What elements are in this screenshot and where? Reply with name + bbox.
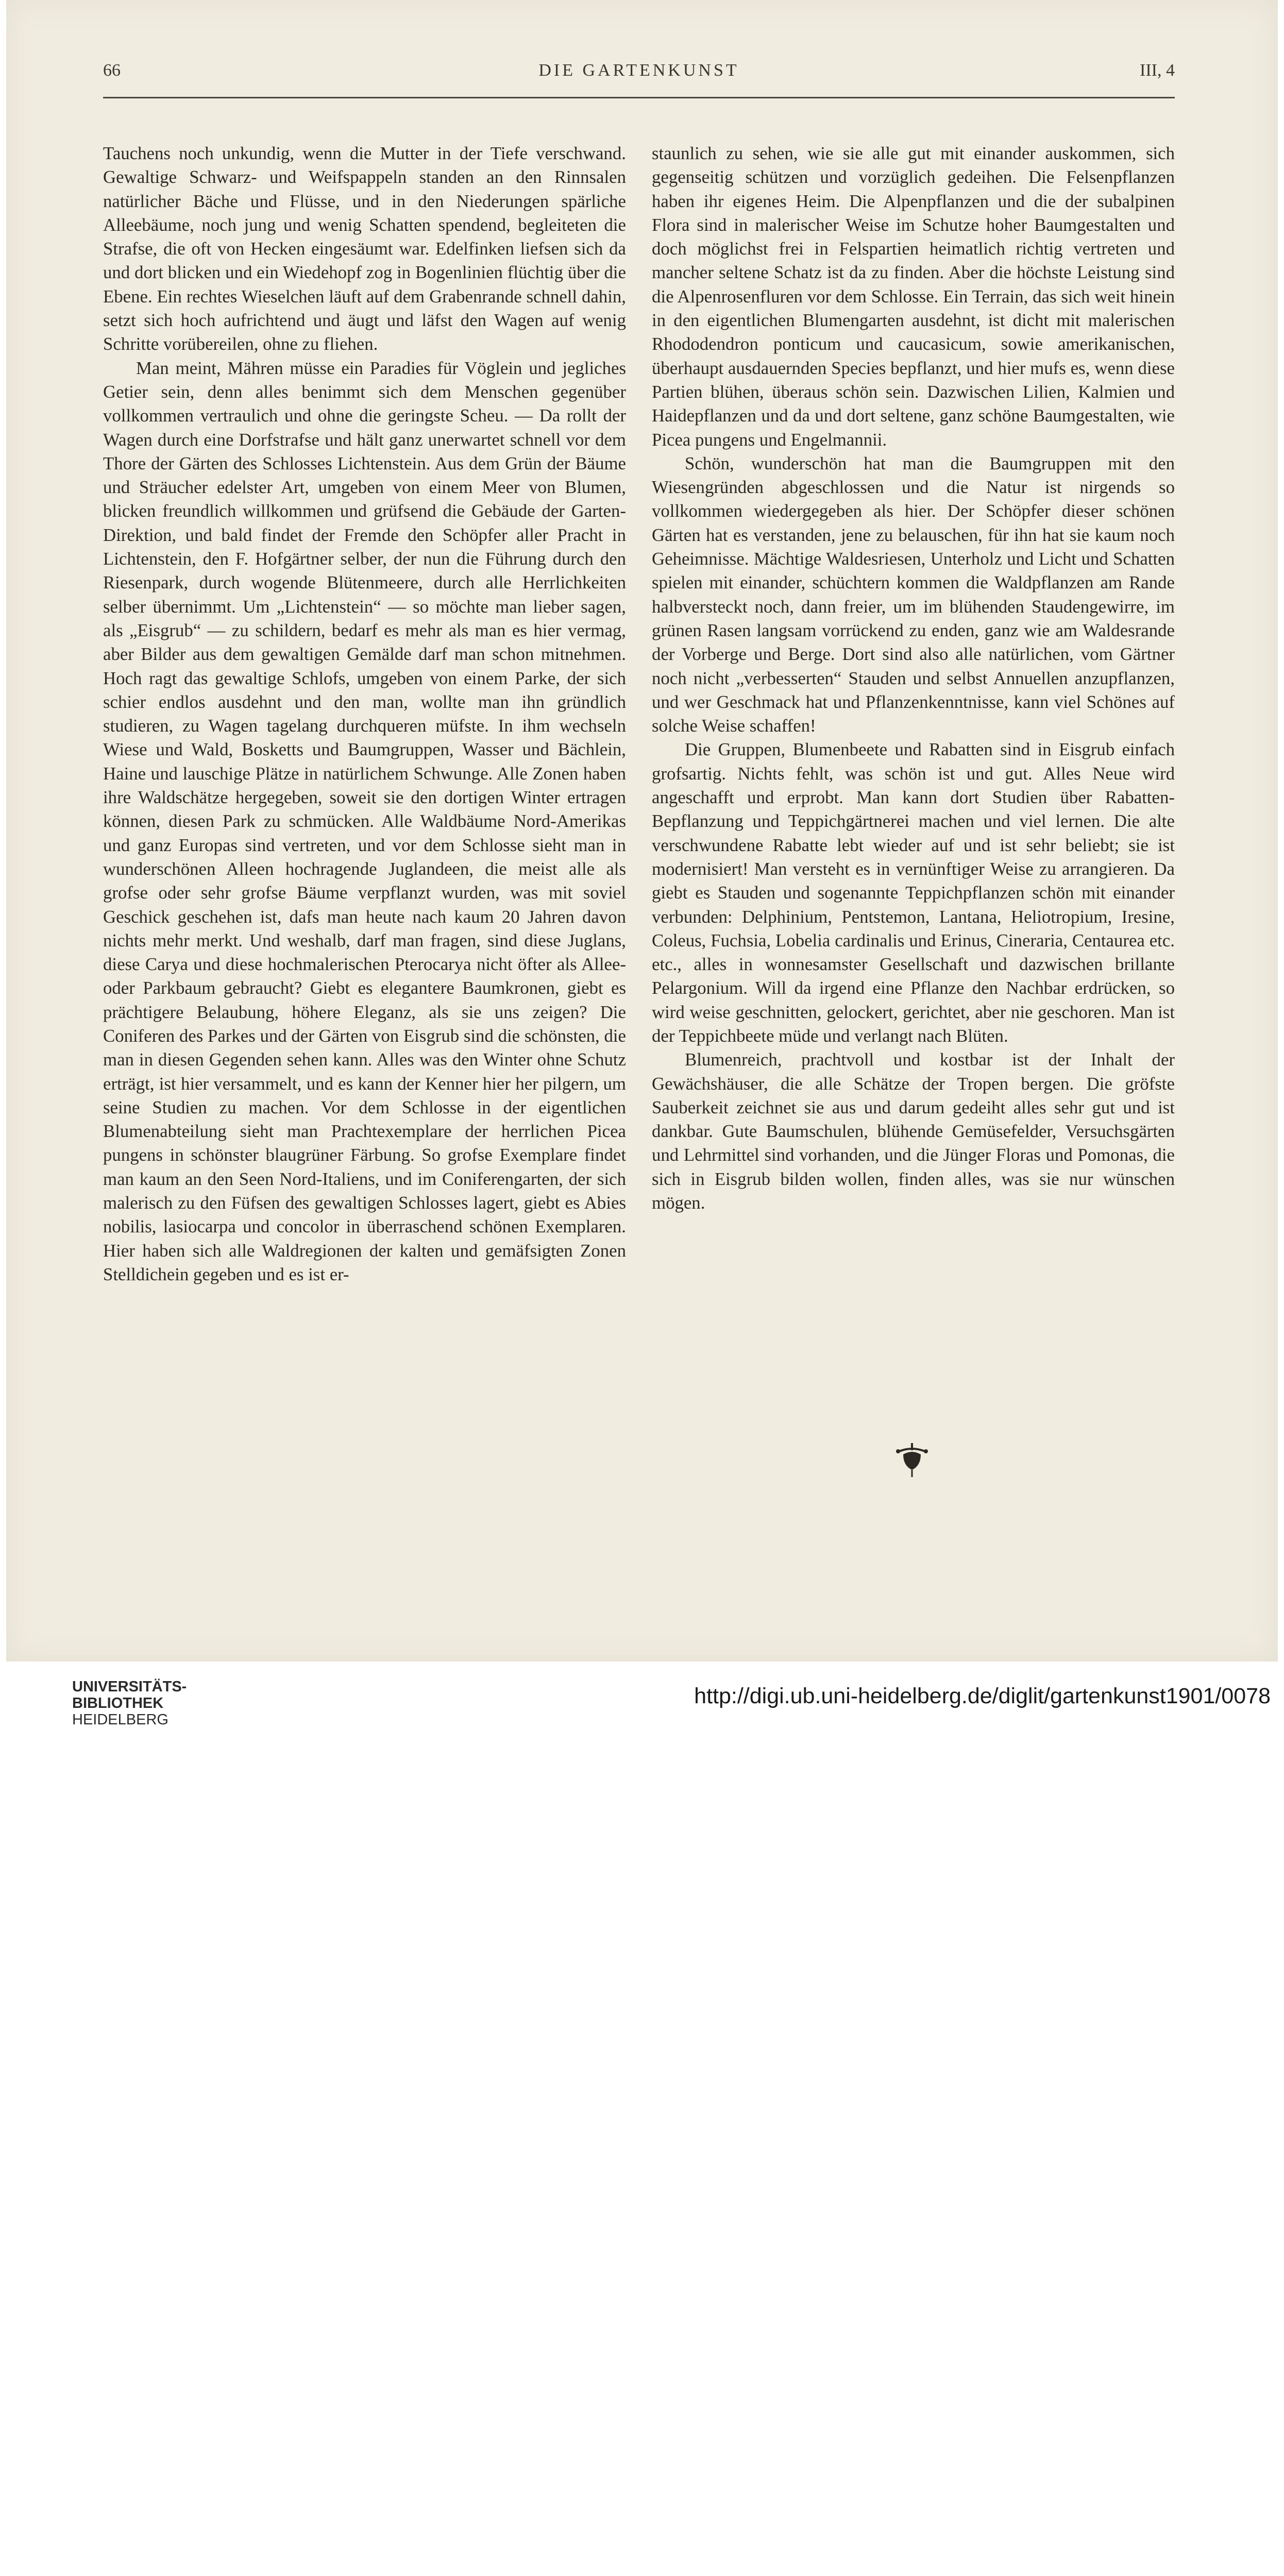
left-column [103,142,626,1286]
floral-ornament-icon [894,1440,930,1479]
paragraph: Tauchens noch unkundig, wenn die Mutter in der Tiefe verschwand. Gewaltige Schwarz- und Weifspappeln standen an den Rinnsalen natürlicher Bäche und Flüsse, und in den Niederungen spärliche Alleebäume, noch jung und wenig Schatten spendend, begleiteten die Strafse, die oft von Hecken eingesäumt war. Edelfinken liefsen sich da und dort blicken und ein Wiedehopf zog in Bogenlinien flüchtig über die Ebene. Ein rechtes Wieselchen läuft auf dem Grabenrande schnell dahin, setzt sich hoch aufrichtend und äugt und läfst den Wagen auf wenig Schritte vorübereilen, ohne zu fliehen. [103,143,626,354]
library-name-line: HEIDELBERG [72,1711,168,1728]
library-name-line: UNIVERSITÄTS- [72,1679,187,1695]
paragraph: Schön, wunderschön hat man die Baumgruppen mit den Wiesengründen abgeschlossen und die Natur ist nirgends so vollkommen wiedergegeben als hier. Der Schöpfer dieser schönen Gärten hat es verstanden, jene zu belauschen, für ihn hat sie kaum noch Geheimnisse. Mächtige Waldesriesen, Unterholz und Licht und Schatten spielen mit einander, schüchtern kommen die Waldpflanzen am Rande halbversteckt noch, dann freier, um im blühenden Staudengewirre, im grünen Rasen langsam vorrückend zu enden, ganz wie am Waldesrande der Vorberge und Berge. Dort sind also alle natürlichen, vom Gärtner noch nicht „verbesserten“ Stauden und selbst Annuellen anzupflanzen, und wer Geschmack hat und Pflanzenkenntnisse, kann viel Schönes auf solche Weise schaffen! [652,453,1175,736]
paragraph: Man meint, Mähren müsse ein Paradies für Vöglein und jegliches Getier sein, denn alles benimmt sich dem Menschen gegenüber vollkommen vertraulich und ohne die geringste Scheu. — Da rollt der Wagen durch eine Dorfstrafse und hält ganz unerwartet schnell vor dem Thore der Gärten des Schlosses Lichtenstein. Aus dem Grün der Bäume und Sträucher edelster Art, umgeben von einem Meer von Blumen, blicken freundlich willkommen und grüfsend die Gebäude der Garten-Direktion, und bald findet der Fremde den Schöpfer aller Pracht in Lichtenstein, den F. Hofgärtner selber, der nun die Führung durch den Riesenpark, durch wogende Blütenmeere, durch alle Herrlichkeiten selber übernimmt. Um „Lichtenstein“ — so möchte man lieber sagen, als „Eisgrub“ — zu schildern, bedarf es mehr als man es hier vermag, aber Bilder aus dem gewaltigen Gemälde darf man schon mitnehmen. Hoch ragt das gewaltige Schlofs, umgeben von einem Parke, der sich schier endlos ausdehnt und den man, wollte man ihn gründlich studieren, zu Wagen tagelang durchqueren müfste. In ihm wechseln Wiese und Wald, Bosketts und Baumgruppen, Wasser und Bächlein, Haine und lauschige Plätze in natürlichem Schwunge. Alle Zonen haben ihre Waldschätze hergegeben, soweit sie den dortigen Winter ertragen können, diesen Park zu schmücken. Alle Waldbäume Nord-Amerikas und ganz Europas sind vertreten, und vor dem Schlosse sieht man in wunderschönen Alleen hochragende Juglandeen, die meist alle als grofse oder sehr grofse Bäume verpflanzt wurden, was mit soviel Geschick geschehen ist, dafs man heute nach kaum 20 Jahren davon nichts mehr merkt. Und weshalb, darf man fragen, sind diese Juglans, diese Carya und diese hochmalerischen Pterocarya nicht öfter als Allee- oder Parkbaum gebraucht? Giebt es elegantere Baumkronen, giebt es prächtigere Belaubung, höhere Eleganz, als sie uns zeigen? Die Coniferen des Parkes und der Gärten von Eisgrub sind die schönsten, die man in diesen Gegenden sehen kann. Alles was den Winter ohne Schutz erträgt, ist hier versammelt, und es kann der Kenner hier her pilgern, um seine Studien zu machen. Vor dem Schlosse in der eigentlichen Blumenabteilung sieht man Prachtexemplare der herrlichen Picea pungens in schönster blaugrüner Färbung. So grofse Exemplare findet man kaum an den Seen Nord-Italiens, und im Coniferengarten, der sich malerisch zu den Füfsen des gewaltigen Schlosses lagert, giebt es Abies nobilis, lasiocarpa und concolor in überraschend schönen Exemplaren. Hier haben sich alle Waldregionen der kalten und gemäfsigten Zonen Stelldichein gegeben und es ist er- [103,358,626,1284]
page-number: 66 [103,61,121,80]
footer-bar [0,1662,1284,1753]
page-sheet [6,0,1278,1662]
source-url-link[interactable]: http://digi.ub.uni-heidelberg.de/diglit/gartenkunst1901/0078 [694,1684,1271,1708]
library-name [72,1679,187,1728]
right-column [652,142,1175,1215]
header-rule [103,97,1175,98]
running-header [103,61,1175,87]
paragraph: staunlich zu sehen, wie sie alle gut mit einander auskommen, sich gegenseitig schützen und vorzüglich gedeihen. Die Felsenpflanzen haben ihr eigenes Heim. Die Alpenpflanzen und die der subalpinen Flora sind in malerischer Weise im Schutze hoher Baumgestalten und doch möglichst frei in Felspartien heimatlich richtig vertreten und mancher seltene Schatz ist da zu finden. Aber die höchste Leistung sind die Alpenrosenfluren vor dem Schlosse. Ein Terrain, das sich weit hinein in den eigentlichen Blumengarten ausdehnt, ist dicht mit malerischen Rhododendron ponticum und caucasicum, sowie amerikanischen, überhaupt ausdauernden Species bepflanzt, und hier mufs es, wenn diese Partien blühen, überaus schön sein. Dazwischen Lilien, Kalmien und Haidepflanzen und da und dort seltene, ganz schöne Baumgestalten, wie Picea pungens und Engelmannii. [652,143,1175,450]
library-name-line: BIBLIOTHEK [72,1695,164,1711]
paragraph: Blumenreich, prachtvoll und kostbar ist der Inhalt der Gewächshäuser, die alle Schätze der Tropen bergen. Die gröfste Sauberkeit zeichnet sie aus und darum gedeiht alles sehr gut und ist dankbar. Gute Baumschulen, blühende Gemüsefelder, Versuchsgärten und Lehrmittel sind vorhanden, und die Jünger Floras und Pomonas, die sich in Eisgrub bilden wollen, finden alles, was sie nur wünschen mögen. [652,1049,1175,1213]
paragraph: Die Gruppen, Blumenbeete und Rabatten sind in Eisgrub einfach grofsartig. Nichts fehlt, was schön ist und gut. Alles Neue wird angeschafft und erprobt. Man kann dort Studien über Rabatten-Bepflanzung und Teppichgärtnerei machen und viel lernen. Die alte verschwundene Rabatte lebt wieder auf und ist sehr beliebt; sie ist modernisiert! Man versteht es in vernünftiger Weise zu arrangieren. Da giebt es Stauden und sogenannte Teppichpflanzen schön mit einander verbunden: Delphinium, Pentstemon, Lantana, Heliotropium, Iresine, Coleus, Fuchsia, Lobelia cardinalis und Erinus, Cineraria, Centaurea etc. etc., alles in wonnesamster Gesellschaft und dazwischen brillante Pelargonium. Will da irgend eine Pflanze den Nachbar erdrücken, so wird weise geschnitten, gelockert, gerichtet, aber nie geschoren. Man ist der Teppichbeete müde und verlangt nach Blüten. [652,739,1175,1046]
volume-issue: III, 4 [1140,61,1175,80]
journal-title: DIE GARTENKUNST [538,61,739,80]
